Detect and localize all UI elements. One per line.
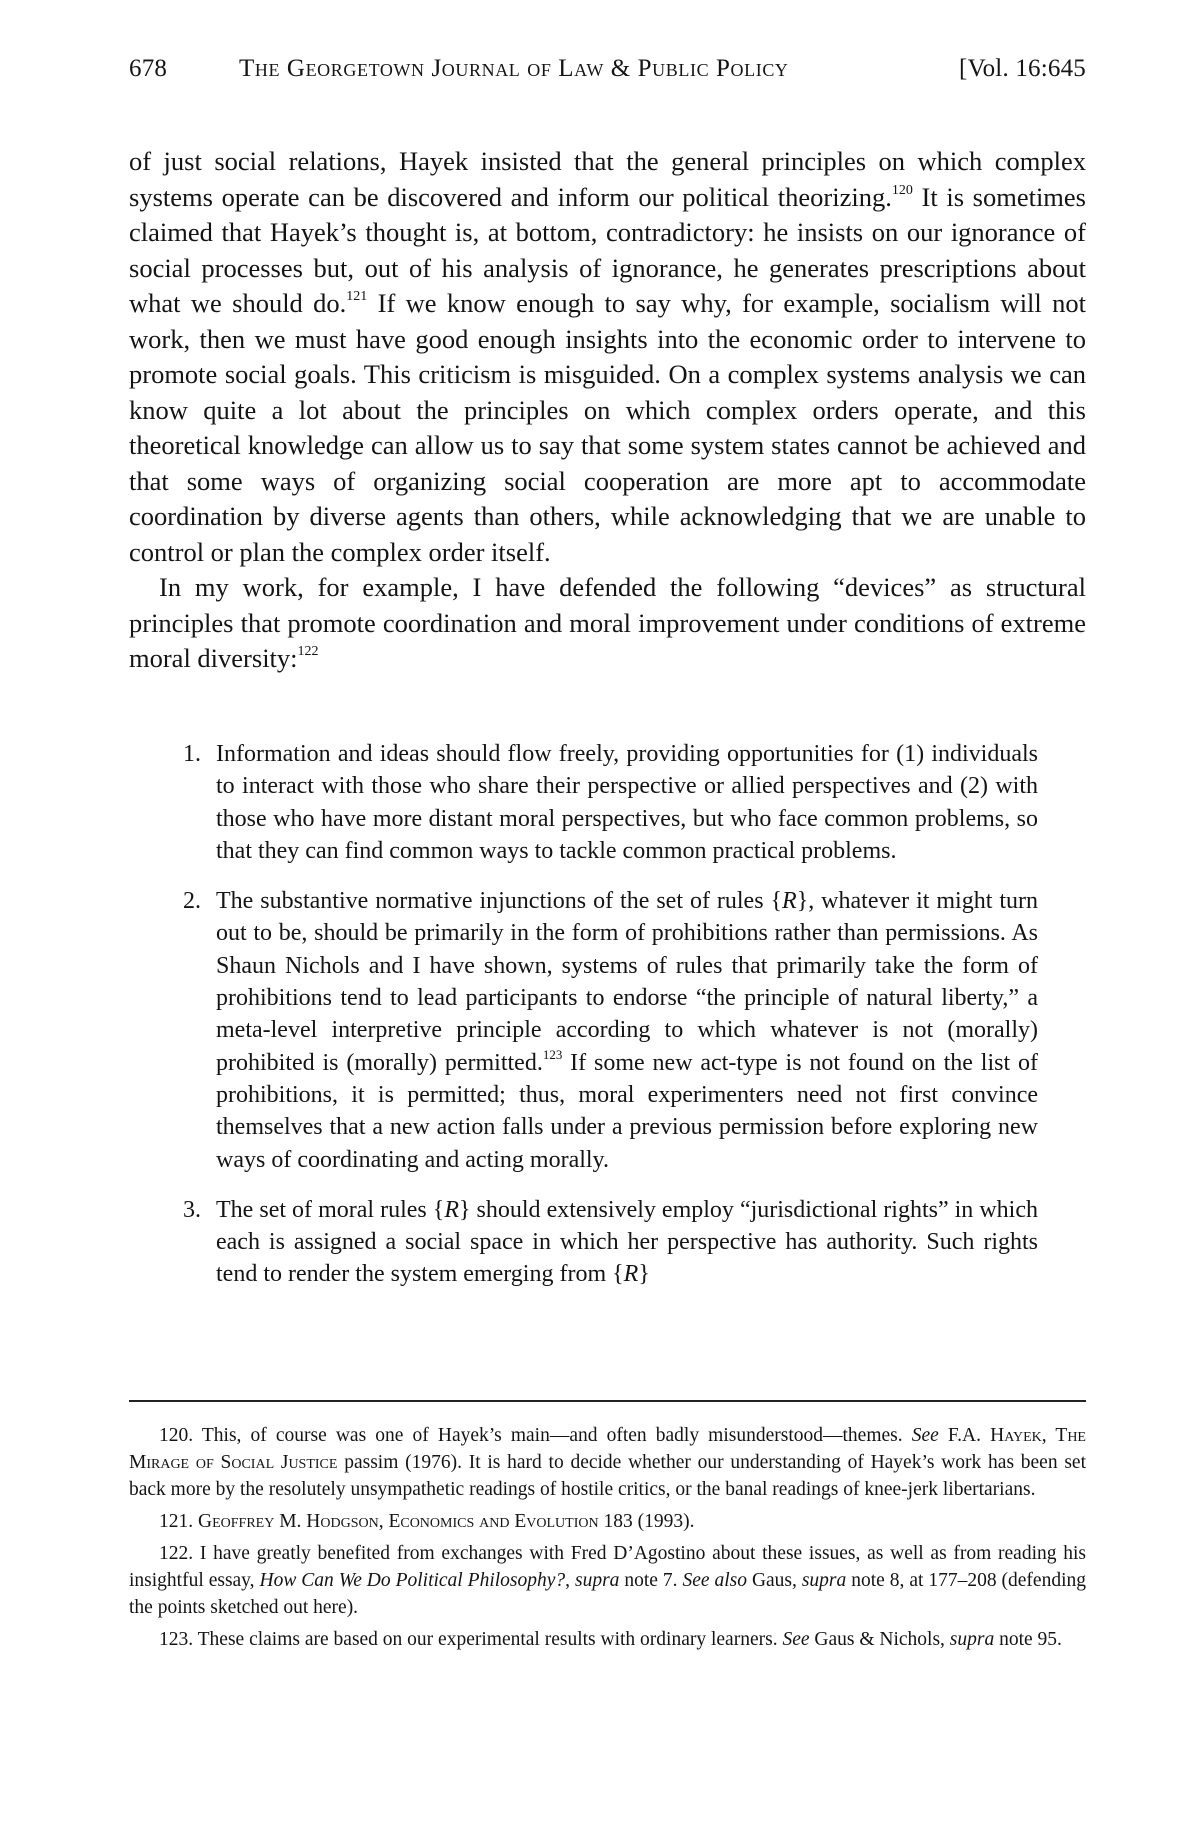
body-text [129,144,1086,677]
footnote-122: 122. I have greatly benefited from exchanges with Fred D’Agostino about these issues, as well as from reading his insightful essay, How Can We Do Political Philosophy?, supra note 7. See also Gaus, supra note 8, at 177–208 (defending the points sketched out here). [129,1543,1086,1618]
footnote-121: 121. Geoffrey M. Hodgson, Economics and Evolution 183 (1993). [159,1511,695,1532]
footnotes [129,1422,1086,1658]
footnote-123: 123. These claims are based on our experimental results with ordinary learners. See Gaus & Nichols, supra note 95. [159,1629,1062,1650]
list-item: 3. The set of moral rules {R} should extensively employ “jurisdictional rights” in which each is assigned a social space in which her perspective has authority. Such rights tend to render the system emerging from {R} [183,1194,1038,1291]
page-number: 678 [129,55,168,82]
list-item: 1. Information and ideas should flow freely, providing opportunities for (1) individuals to interact with those who share their perspective or allied perspectives and (2) with those who have more distant moral perspectives, but who face common problems, so that they can find common ways to tackle common practical problems. [183,738,1038,867]
list-number: 2. [183,888,201,915]
volume-citation: [Vol. 16:645 [959,55,1086,82]
footnote-ref-123: 123 [542,1046,563,1062]
paragraph-2: In my work, for example, I have defended the following “devices” as structural principles that promote coordination and moral improvement under conditions of extreme moral diversity:$^{122}$ [129,572,1086,673]
footnote-ref-120: 120 [891,182,913,198]
numbered-list [183,738,1038,1309]
paragraph-1: of just social relations, Hayek insisted that the general principles on which complex systems operate can be discovered and inform our political theorizing.$^{120}$ It is sometimes claimed that Hayek’s thought is, at bottom, contradictory: he insists on our ignorance of social processes but, out of his analysis of ignorance, he generates prescriptions about what we should do.$^{121}$ If we know enough to say why, for example, socialism will not work, then we must have good enough insights into the economic order to intervene to promote social goals. This criticism is misguided. On a complex systems analysis we can know quite a lot about the principles on which complex orders operate, and this theoretical knowledge can allow us to say that some system states cannot be achieved and that some ways of organizing social cooperation are more apt to accommodate coordination by diverse agents than others, while acknowledging that we are unable to control or plan the complex order itself. [129,146,1086,567]
footnote-120: 120. This, of course was one of Hayek’s main—and often badly misunderstood—themes. See F.A. Hayek, The Mirage of Social Justice passim (1976). It is hard to decide whether our understanding of Hayek’s work has been set back more by the resolutely unsympathetic readings of hostile critics, or the banal readings of knee-jerk libertarians. [129,1425,1086,1500]
footnote-ref-121: 121 [346,289,368,304]
list-item: 2. The substantive normative injunctions of the set of rules {R}, whatever it might turn out to be, should be primarily in the form of prohibitions rather than permissions. As Shaun Nichols and I have shown, systems of rules that primarily take the form of prohibitions tend to lead participants to endorse “the principle of natural liberty,” a meta-level interpretive principle according to which whatever is not (morally) prohibited is (morally) permitted.$^{123}$ If some new act-type is not found on the list of prohibitions, it is permitted; thus, moral experimenters need not first convince themselves that a new action falls under a previous permission before exploring new ways of coordinating and acting morally. [183,885,1038,1176]
running-head [129,55,1086,95]
list-number: 1. [183,741,201,767]
footnote-ref-122: 122 [297,644,319,659]
journal-title: The Georgetown Journal of Law & Public Policy [239,55,789,82]
list-number: 3. [183,1196,201,1223]
footnote-divider [129,1400,1086,1402]
